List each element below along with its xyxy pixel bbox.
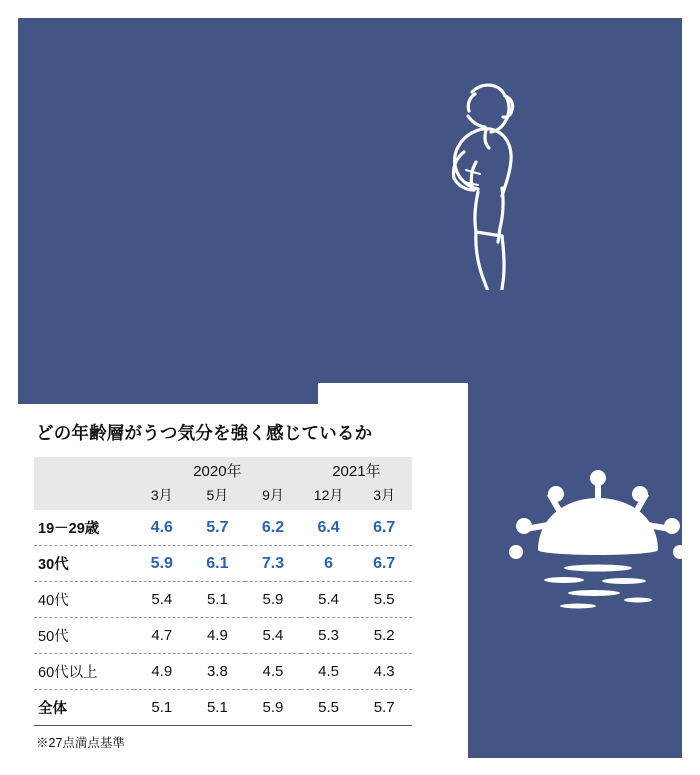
data-card [18, 404, 428, 761]
cell-2-3: 5.4 [301, 582, 357, 618]
cell-0-1: 5.7 [190, 510, 246, 546]
cell-1-2: 7.3 [245, 546, 301, 582]
month-header-3: 12月 [301, 483, 357, 510]
table-year-header-row [34, 457, 412, 483]
cell-5-1: 5.1 [190, 690, 246, 726]
cell-4-2: 4.5 [245, 654, 301, 690]
cell-1-0: 5.9 [134, 546, 190, 582]
cell-1-4: 6.7 [356, 546, 412, 582]
table-row [34, 582, 412, 618]
cell-3-4: 5.2 [356, 618, 412, 654]
row-label-5: 全体 [34, 690, 134, 726]
cell-2-1: 5.1 [190, 582, 246, 618]
cell-2-4: 5.5 [356, 582, 412, 618]
cell-4-0: 4.9 [134, 654, 190, 690]
cell-1-1: 6.1 [190, 546, 246, 582]
row-label-3: 50代 [34, 618, 134, 654]
cell-3-1: 4.9 [190, 618, 246, 654]
cell-0-4: 6.7 [356, 510, 412, 546]
row-label-4: 60代以上 [34, 654, 134, 690]
cell-3-0: 4.7 [134, 618, 190, 654]
page-title: どの年齢層がうつ気分を強く感じているか [36, 423, 373, 443]
cell-0-2: 6.2 [245, 510, 301, 546]
row-label-2: 40代 [34, 582, 134, 618]
month-header-0: 3月 [134, 483, 190, 510]
table-row [34, 546, 412, 582]
cell-4-1: 3.8 [190, 654, 246, 690]
cell-5-2: 5.9 [245, 690, 301, 726]
seated-person-icon [406, 70, 536, 290]
table-footnote: ※27点満点基準 [36, 736, 125, 750]
table-row [34, 618, 412, 654]
year-header-2020: 2020年 [134, 457, 301, 483]
cell-0-0: 4.6 [134, 510, 190, 546]
cell-1-3: 6 [301, 546, 357, 582]
year-header-2021: 2021年 [301, 457, 412, 483]
cell-5-4: 5.7 [356, 690, 412, 726]
row-label-1: 30代 [34, 546, 134, 582]
cell-2-2: 5.9 [245, 582, 301, 618]
cell-5-3: 5.5 [301, 690, 357, 726]
cell-0-3: 6.4 [301, 510, 357, 546]
depression-score-table [34, 457, 412, 726]
table-row [34, 690, 412, 726]
month-header-4: 3月 [356, 483, 412, 510]
table-row [34, 510, 412, 546]
cell-3-3: 5.3 [301, 618, 357, 654]
cell-3-2: 5.4 [245, 618, 301, 654]
cell-2-0: 5.4 [134, 582, 190, 618]
sun-over-water-icon [498, 448, 682, 628]
cell-4-4: 4.3 [356, 654, 412, 690]
month-header-blank [34, 483, 134, 510]
cell-5-0: 5.1 [134, 690, 190, 726]
month-header-1: 5月 [190, 483, 246, 510]
cell-4-3: 4.5 [301, 654, 357, 690]
table-row [34, 654, 412, 690]
table-month-header-row [34, 483, 412, 510]
row-label-0: 19－29歳 [34, 510, 134, 546]
year-header-blank [34, 457, 134, 483]
month-header-2: 9月 [245, 483, 301, 510]
